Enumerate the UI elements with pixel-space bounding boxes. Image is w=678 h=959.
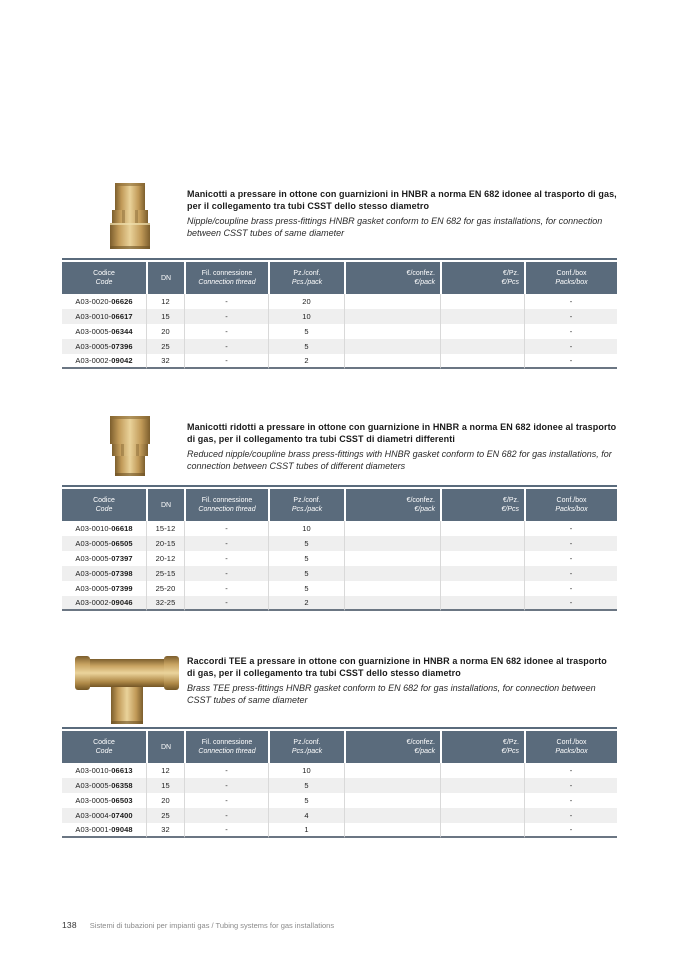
pcs-cell: 20 [268, 294, 344, 309]
pcs-cell: 5 [268, 778, 344, 793]
table-body [62, 521, 617, 611]
thread-cell: - [184, 309, 268, 324]
pcs-cell: 10 [268, 763, 344, 778]
box-cell: - [524, 596, 617, 611]
col-thread: Fil. connessione Connection thread [184, 489, 268, 521]
eur-pack-cell [344, 778, 440, 793]
thread-cell: - [184, 566, 268, 581]
col-thread: Fil. connessione Connection thread [184, 262, 268, 294]
dn-cell: 32 [146, 354, 184, 369]
dn-cell: 20-12 [146, 551, 184, 566]
box-cell: - [524, 823, 617, 838]
col-eur-pcs: €/Pz. €/Pcs [440, 731, 524, 763]
section-tee-fittings [62, 649, 617, 838]
page-number: 138 [62, 920, 77, 930]
code-cell: A03-0010-06618 [75, 524, 133, 533]
section-title-en: Brass TEE press-fittings HNBR gasket conform to EN 682 for gas installations, for connection between CSST tubes of same diameter [187, 683, 596, 705]
products-table-tee-fittings [62, 731, 617, 838]
pcs-cell: 5 [268, 536, 344, 551]
eur-pack-cell [344, 354, 440, 369]
box-cell: - [524, 536, 617, 551]
table-header [62, 489, 617, 521]
box-cell: - [524, 294, 617, 309]
table-row [62, 808, 617, 823]
dn-cell: 12 [146, 294, 184, 309]
dn-cell: 25 [146, 339, 184, 354]
table-row [62, 551, 617, 566]
eur-pack-cell [344, 823, 440, 838]
eur-pcs-cell [440, 354, 524, 369]
dn-cell: 15-12 [146, 521, 184, 536]
box-cell: - [524, 808, 617, 823]
code-cell: A03-0005-06358 [62, 778, 146, 793]
thread-cell: - [184, 521, 268, 536]
table-row [62, 581, 617, 596]
dn-cell: 20 [146, 793, 184, 808]
products-table-couplings [62, 262, 617, 369]
footer-text: Sistemi di tubazioni per impianti gas / Tubing systems for gas installations [89, 921, 335, 930]
code-cell: A03-0002-09042 [62, 354, 146, 369]
eur-pcs-cell [440, 823, 524, 838]
box-cell: - [524, 354, 617, 369]
pcs-cell: 10 [268, 309, 344, 324]
eur-pack-cell [344, 339, 440, 354]
code-cell: A03-0004-07400 [62, 808, 146, 823]
thread-cell: - [184, 596, 268, 611]
table-header [62, 262, 617, 294]
section-text [187, 649, 617, 706]
eur-pack-cell [344, 309, 440, 324]
col-pcs: Pz./conf. Pcs./pack [268, 489, 344, 521]
eur-pcs-cell [440, 808, 524, 823]
thread-cell: - [184, 354, 268, 369]
dn-cell: 12 [146, 763, 184, 778]
table-row [62, 536, 617, 551]
thread-cell: - [184, 808, 268, 823]
code-cell: A03-0005-07397 [75, 554, 133, 563]
section-title-en: Nipple/coupline brass press-fittings HNBR gasket conform to EN 682 for gas installations, for connection between CSST tubes of same diameter [187, 216, 603, 238]
section-title-en: Reduced nipple/coupline brass press-fittings with HNBR gasket conform to EN 682 for gas installations, for connection between CSST tubes of different diameters [187, 449, 612, 471]
section-head [62, 182, 617, 250]
eur-pack-cell [344, 324, 440, 339]
dn-cell: 15 [146, 778, 184, 793]
box-cell: - [524, 793, 617, 808]
table-row [62, 324, 617, 339]
eur-pack-cell [344, 581, 440, 596]
col-dn: DN [146, 489, 184, 521]
section-text [187, 182, 617, 239]
code-cell: A03-0005-06344 [75, 327, 133, 336]
box-cell: - [524, 521, 617, 536]
eur-pcs-cell [440, 596, 524, 611]
eur-pcs-cell [440, 763, 524, 778]
box-cell: - [524, 763, 617, 778]
box-cell: - [524, 566, 617, 581]
eur-pcs-cell [440, 339, 524, 354]
table-row [62, 309, 617, 324]
section-head [62, 415, 617, 477]
code-cell: A03-0005-07399 [75, 584, 133, 593]
dn-cell: 20 [146, 324, 184, 339]
pcs-cell: 2 [268, 596, 344, 611]
table-body [62, 763, 617, 838]
col-pcs: Pz./conf. Pcs./pack [268, 731, 344, 763]
col-thread: Fil. connessione Connection thread [184, 731, 268, 763]
code-cell: A03-0020-06626 [75, 297, 133, 306]
pcs-cell: 4 [268, 808, 344, 823]
section-title-it: Manicotti a pressare in ottone con guarnizioni in HNBR a norma EN 682 idonee al trasporto di gas, per il collegamento tra tubi CSST dello stesso diametro [187, 189, 617, 211]
section-reduced-couplings [62, 415, 617, 611]
code-cell: A03-0005-07398 [62, 566, 146, 581]
table-row [62, 823, 617, 838]
box-cell: - [524, 778, 617, 793]
thread-cell: - [184, 778, 268, 793]
brass-tee-fitting-image [74, 649, 180, 725]
col-eur-pcs: €/Pz. €/Pcs [440, 489, 524, 521]
pcs-cell: 5 [268, 581, 344, 596]
code-cell: A03-0010-06617 [62, 309, 146, 324]
code-cell: A03-0010-06613 [75, 766, 133, 775]
eur-pcs-cell [440, 793, 524, 808]
thread-cell: - [184, 324, 268, 339]
section-couplings [62, 182, 617, 369]
products-table-reduced-couplings [62, 489, 617, 611]
table-row [62, 793, 617, 808]
eur-pack-cell [344, 551, 440, 566]
col-eur-pcs: €/Pz. €/Pcs [440, 262, 524, 294]
eur-pack-cell [344, 763, 440, 778]
code-cell: A03-0005-06503 [75, 796, 133, 805]
dn-cell: 25-15 [146, 566, 184, 581]
brass-reduced-coupling-image [100, 415, 160, 477]
eur-pcs-cell [440, 324, 524, 339]
box-cell: - [524, 309, 617, 324]
eur-pcs-cell [440, 551, 524, 566]
thread-cell: - [184, 581, 268, 596]
code-cell: A03-0002-09046 [62, 596, 146, 611]
thread-cell: - [184, 551, 268, 566]
eur-pack-cell [344, 294, 440, 309]
pcs-cell: 5 [268, 339, 344, 354]
pcs-cell: 2 [268, 354, 344, 369]
table-header [62, 731, 617, 763]
table-top-border [62, 727, 617, 729]
box-cell: - [524, 324, 617, 339]
table-top-border [62, 485, 617, 487]
table-row [62, 778, 617, 793]
col-eur-pack: €/confez. €/pack [344, 731, 440, 763]
eur-pack-cell [344, 566, 440, 581]
section-text [187, 415, 617, 472]
table-row [62, 339, 617, 354]
table-row [62, 521, 617, 536]
table-row [62, 566, 617, 581]
code-cell: A03-0005-06505 [62, 536, 146, 551]
eur-pack-cell [344, 596, 440, 611]
eur-pack-cell [344, 521, 440, 536]
box-cell: - [524, 551, 617, 566]
eur-pack-cell [344, 536, 440, 551]
eur-pack-cell [344, 808, 440, 823]
col-code: Codice Code [62, 731, 146, 763]
code-cell: A03-0005-07396 [62, 339, 146, 354]
dn-cell: 32-25 [146, 596, 184, 611]
thread-cell: - [184, 763, 268, 778]
section-title-it: Raccordi TEE a pressare in ottone con guarnizione in HNBR a norma EN 682 idonee al trasporto di gas, per il collegamento tra tubi CSST dello stesso diametro [187, 656, 607, 678]
eur-pcs-cell [440, 778, 524, 793]
dn-cell: 20-15 [146, 536, 184, 551]
pcs-cell: 10 [268, 521, 344, 536]
pcs-cell: 5 [268, 793, 344, 808]
section-title-it: Manicotti ridotti a pressare in ottone con guarnizione in HNBR a norma EN 682 idonee al trasporto di gas, per il collegamento tra tubi CSST di diametri differenti [187, 422, 617, 444]
box-cell: - [524, 581, 617, 596]
thread-cell: - [184, 793, 268, 808]
col-eur-pack: €/confez. €/pack [344, 262, 440, 294]
table-row [62, 596, 617, 611]
pcs-cell: 5 [268, 551, 344, 566]
col-box: Conf./box Packs/box [524, 731, 617, 763]
pcs-cell: 5 [268, 324, 344, 339]
col-box: Conf./box Packs/box [524, 262, 617, 294]
thread-cell: - [184, 339, 268, 354]
col-box: Conf./box Packs/box [524, 489, 617, 521]
thread-cell: - [184, 536, 268, 551]
table-row [62, 763, 617, 778]
col-eur-pack: €/confez. €/pack [344, 489, 440, 521]
table-body [62, 294, 617, 369]
thread-cell: - [184, 294, 268, 309]
pcs-cell: 1 [268, 823, 344, 838]
col-code: Codice Code [62, 262, 146, 294]
col-code: Codice Code [62, 489, 146, 521]
eur-pcs-cell [440, 566, 524, 581]
dn-cell: 15 [146, 309, 184, 324]
pcs-cell: 5 [268, 566, 344, 581]
col-pcs: Pz./conf. Pcs./pack [268, 262, 344, 294]
dn-cell: 25 [146, 808, 184, 823]
code-cell: A03-0001-09048 [62, 823, 146, 838]
page-footer [62, 920, 334, 930]
eur-pcs-cell [440, 536, 524, 551]
eur-pack-cell [344, 793, 440, 808]
eur-pcs-cell [440, 581, 524, 596]
col-dn: DN [146, 731, 184, 763]
table-top-border [62, 258, 617, 260]
section-head [62, 649, 617, 725]
eur-pcs-cell [440, 294, 524, 309]
eur-pcs-cell [440, 309, 524, 324]
thread-cell: - [184, 823, 268, 838]
col-dn: DN [146, 262, 184, 294]
table-row [62, 294, 617, 309]
dn-cell: 32 [146, 823, 184, 838]
brass-coupling-image [100, 182, 160, 250]
dn-cell: 25-20 [146, 581, 184, 596]
eur-pcs-cell [440, 521, 524, 536]
table-row [62, 354, 617, 369]
box-cell: - [524, 339, 617, 354]
page-content [62, 182, 617, 838]
